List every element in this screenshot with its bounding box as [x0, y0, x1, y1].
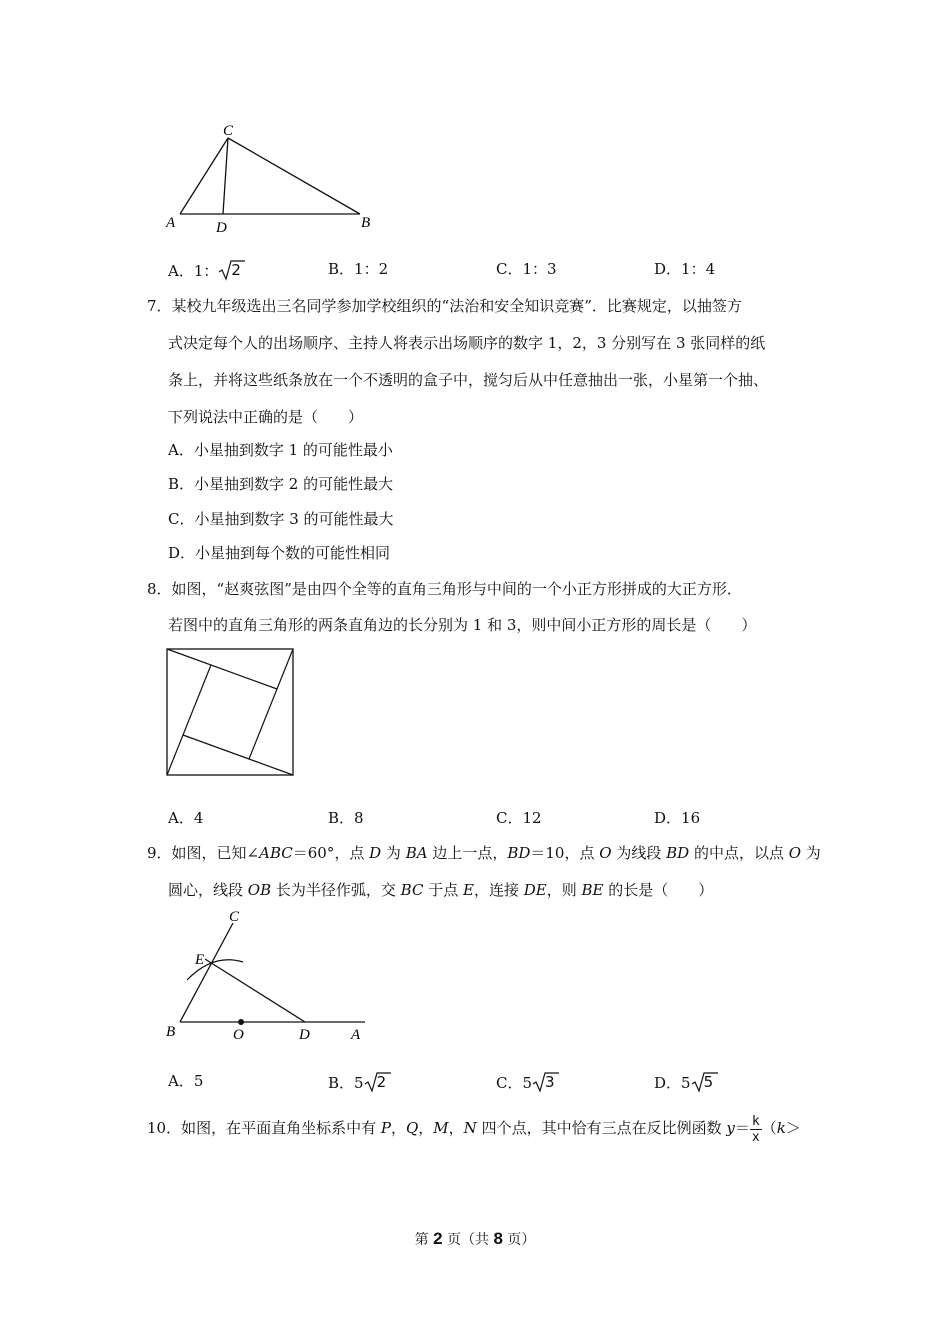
q9-option-a[interactable]: A．5 [168, 1072, 204, 1090]
q7-stem-line-1: 7．某校九年级选出三名同学参加学校组织的“法治和安全知识竞赛”．比赛规定，以抽签方 [147, 297, 742, 315]
q7-option-d[interactable]: D．小星抽到每个数的可能性相同 [168, 544, 391, 562]
zhao-shuang-figure [160, 642, 300, 782]
sqrt-symbol: 5 [691, 1071, 719, 1093]
segment-BC [228, 138, 360, 214]
q6-option-d[interactable]: D．1：4 [654, 260, 716, 278]
label-E: E [195, 952, 205, 968]
q6-option-a[interactable]: A．1： 2 [168, 259, 246, 281]
label-D: D [216, 220, 227, 236]
q8-option-d[interactable]: D．16 [654, 809, 701, 827]
q7-option-a[interactable]: A．小星抽到数字 1 的可能性最小 [168, 441, 393, 459]
hyp-line-3 [183, 735, 293, 775]
hyp-line-4 [167, 665, 211, 775]
q9-option-c[interactable]: C．5 3 [496, 1071, 560, 1093]
ray-BC [180, 923, 233, 1022]
label-C: C [223, 123, 234, 139]
q7-stem-line-2: 式决定每个人的出场顺序、主持人将表示出场顺序的数字 1，2，3 分别写在 3 张同样的纸 [168, 334, 766, 352]
q10-stem-line-1: 10．如图，在平面直角坐标系中有 P，Q，M，N 四个点，其中恰有三点在反比例函数 y＝ $\frac{k}{x}$ （k＞ [147, 1113, 801, 1145]
label-O: O [233, 1027, 244, 1043]
hyp-line-2 [249, 649, 293, 759]
q7-option-b[interactable]: B．小星抽到数字 2 的可能性最大 [168, 475, 394, 493]
page-number: 2 [433, 1229, 443, 1248]
q9-option-b[interactable]: B．5 2 [328, 1071, 392, 1093]
q9-option-d[interactable]: D．5 5 [654, 1071, 719, 1093]
fraction-k-over-x: $\frac{k}{x}$ [751, 1113, 760, 1145]
label-A: A [166, 215, 176, 231]
q8-option-a[interactable]: A．4 [168, 809, 204, 827]
segment-AC [180, 138, 228, 214]
q9-arc-figure [155, 905, 375, 1045]
q7-option-c[interactable]: C．小星抽到数字 3 的可能性最大 [168, 510, 394, 528]
sqrt-symbol: 2 [218, 259, 246, 281]
point-O [238, 1019, 244, 1025]
label-B: B [361, 215, 371, 231]
label-C: C [229, 909, 240, 925]
q8-option-c[interactable]: C．12 [496, 809, 542, 827]
label-D: D [299, 1027, 310, 1043]
q7-stem-line-4: 下列说法中正确的是（ ） [168, 408, 364, 426]
sqrt-symbol: 3 [532, 1071, 560, 1093]
q6-option-b[interactable]: B．1：2 [328, 260, 389, 278]
q6-option-c[interactable]: C．1：3 [496, 260, 557, 278]
q8-option-b[interactable]: B．8 [328, 809, 364, 827]
q8-stem-line-2: 若图中的直角三角形的两条直角边的长分别为 1 和 3，则中间小正方形的周长是（ ） [168, 616, 757, 634]
page-total: 8 [493, 1229, 503, 1248]
page-footer: 第 2 页（共 8 页） [414, 1229, 536, 1248]
segment-CD [223, 138, 228, 214]
q9-stem-line-1: 9．如图，已知∠ABC＝60°，点 D 为 BA 边上一点，BD＝10，点 O 为线段 BD 的中点，以点 O 为 [147, 844, 821, 862]
outer-square [167, 649, 293, 775]
q7-stem-line-3: 条上，并将这些纸条放在一个不透明的盒子中，搅匀后从中任意抽出一张，小星第一个抽、 [168, 371, 769, 389]
sqrt-symbol: 2 [364, 1071, 392, 1093]
label-A: A [351, 1027, 361, 1043]
q8-stem-line-1: 8．如图，“赵爽弦图”是由四个全等的直角三角形与中间的一个小正方形拼成的大正方形． [147, 580, 742, 598]
hyp-line-1 [167, 649, 277, 689]
q9-stem-line-2: 圆心，线段 OB 长为半径作弧，交 BC 于点 E，连接 DE，则 BE 的长是（ ） [168, 881, 714, 899]
label-B: B [166, 1024, 176, 1040]
q6-triangle-figure [150, 118, 390, 243]
segment-DE [205, 959, 305, 1022]
